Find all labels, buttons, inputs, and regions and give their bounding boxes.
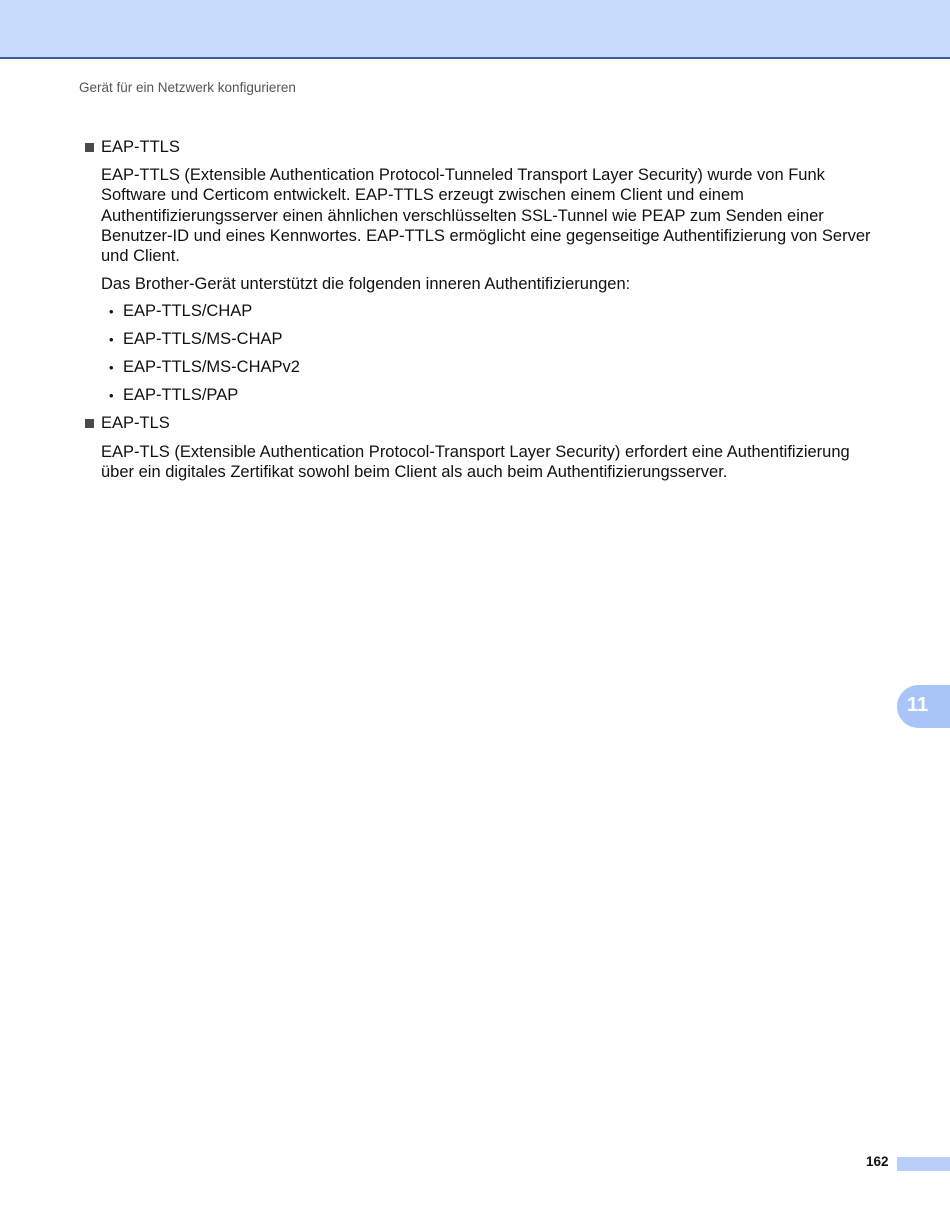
paragraph-line: über ein digitales Zertifikat sowohl beim Client als auch beim Authentifizierungsserver. xyxy=(101,463,728,482)
header-band xyxy=(0,0,950,59)
paragraph-line: EAP-TTLS (Extensible Authentication Protocol-Tunneled Transport Layer Security) wurde von Funk xyxy=(101,166,825,184)
section-paragraph xyxy=(101,442,891,483)
intro-paragraph: Das Brother-Gerät unterstützt die folgenden inneren Authentifizierungen: xyxy=(101,275,631,293)
paragraph-line: und Client. xyxy=(101,247,180,266)
chapter-tab xyxy=(897,685,950,728)
list-item: • EAP-TTLS/CHAP xyxy=(109,302,253,320)
list-item: • EAP-TTLS/PAP xyxy=(109,386,239,404)
page-number-bar xyxy=(897,1157,950,1171)
section-paragraph xyxy=(101,165,891,266)
square-bullet-icon xyxy=(85,419,94,428)
section-title: EAP-TLS xyxy=(101,414,170,432)
square-bullet-icon xyxy=(85,143,94,152)
paragraph-line: Authentifizierungsserver einen ähnlichen verschlüsselten SSL-Tunnel wie PEAP zum Senden einer xyxy=(101,206,824,225)
section-title: EAP-TTLS xyxy=(101,138,180,156)
list-item: • EAP-TTLS/MS-CHAPv2 xyxy=(109,358,300,376)
running-title: Gerät für ein Netzwerk konfigurieren xyxy=(79,80,296,95)
paragraph-line: Benutzer-ID und eines Kennwortes. EAP-TTLS ermöglicht eine gegenseitige Authentifizierung von Server xyxy=(101,226,871,245)
dot-bullet-icon: • xyxy=(109,304,114,319)
chapter-number: 11 xyxy=(907,694,929,716)
dot-bullet-icon: • xyxy=(109,332,114,347)
list-item: • EAP-TTLS/MS-CHAP xyxy=(109,330,283,348)
paragraph-line: Software und Certicom entwickelt. EAP-TTLS erzeugt zwischen einem Client und einem xyxy=(101,186,744,205)
page-number: 162 xyxy=(866,1154,889,1169)
dot-bullet-icon: • xyxy=(109,388,114,403)
paragraph-line: EAP-TLS (Extensible Authentication Protocol-Transport Layer Security) erfordert eine Authentifizierung xyxy=(101,443,850,461)
dot-bullet-icon: • xyxy=(109,360,114,375)
